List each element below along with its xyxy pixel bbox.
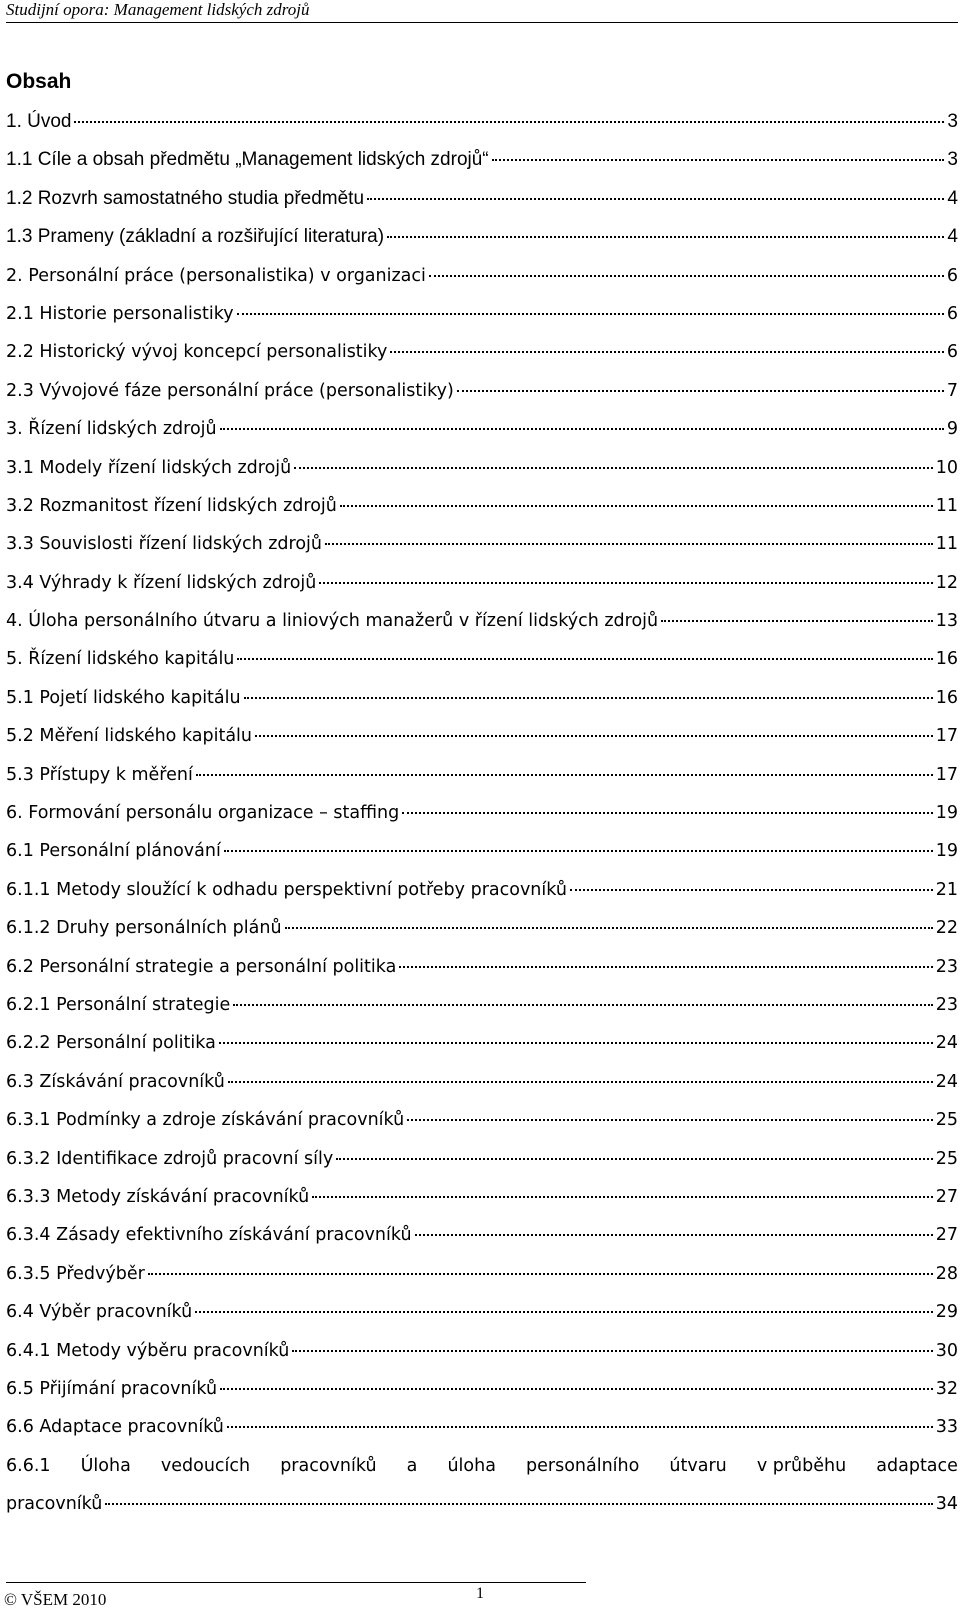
toc-entry-page: 25	[935, 1110, 958, 1131]
toc-entry[interactable]	[6, 640, 958, 678]
toc-entry-page: 23	[935, 956, 958, 977]
toc-entry[interactable]	[6, 1408, 958, 1446]
toc-entry-title: 6.6 Adaptace pracovníků	[6, 1417, 224, 1438]
toc-entry-page: 19	[935, 803, 958, 824]
toc-entry-title: 1.1 Cíle a obsah předmětu „Management lidských zdrojů“	[6, 149, 489, 171]
toc-entry-title: 3.3 Souvislosti řízení lidských zdrojů	[6, 534, 322, 555]
toc-entry-title: 2.3 Vývojové fáze personální práce (personalistiky)	[6, 380, 454, 401]
toc-entry-title: 6.1.2 Druhy personálních plánů	[6, 918, 282, 939]
toc-entry-word: adaptace	[876, 1455, 958, 1476]
dot-leader	[661, 619, 933, 622]
dot-leader	[570, 888, 933, 891]
toc-entry[interactable]	[6, 218, 958, 256]
toc-entry-title: 5.1 Pojetí lidského kapitálu	[6, 687, 241, 708]
toc-entry[interactable]	[6, 986, 958, 1024]
toc-entry-title: 3. Řízení lidských zdrojů	[6, 419, 217, 440]
dot-leader	[367, 197, 944, 200]
dot-leader	[407, 1118, 932, 1121]
dot-leader	[292, 1349, 932, 1352]
dot-leader	[312, 1195, 933, 1198]
toc-entry[interactable]	[6, 525, 958, 563]
toc-entry-title: 6.2.2 Personální politika	[6, 1033, 216, 1054]
toc-entry-page: 33	[935, 1417, 958, 1438]
toc-entry[interactable]	[6, 948, 958, 986]
toc-entry[interactable]	[6, 103, 958, 141]
dot-leader	[340, 504, 933, 507]
toc-entry-page: 17	[935, 764, 958, 785]
toc-entry-page: 3	[947, 111, 958, 132]
toc-entry-title: 4. Úloha personálního útvaru a liniových manažerů v řízení lidských zdrojů	[6, 611, 659, 632]
toc-entry[interactable]	[6, 679, 958, 717]
toc-entry-page: 27	[935, 1225, 958, 1246]
dot-leader	[196, 773, 933, 776]
toc-entry[interactable]	[6, 909, 958, 947]
toc-entry[interactable]	[6, 1255, 958, 1293]
toc-entry[interactable]	[6, 832, 958, 870]
toc-entry-title: 6.3 Získávání pracovníků	[6, 1071, 225, 1092]
toc-entry-page: 28	[935, 1263, 958, 1284]
toc-entry-page: 29	[935, 1302, 958, 1323]
toc-entry-title: 6.3.5 Předvýběr	[6, 1263, 145, 1284]
toc-entry-title: 1. Úvod	[6, 111, 72, 132]
toc-entry-title: 2.1 Historie personalistiky	[6, 303, 234, 324]
toc-entry-page: 4	[947, 187, 958, 209]
dot-leader	[387, 235, 944, 238]
toc-entry-title: 6.3.3 Metody získávání pracovníků	[6, 1186, 310, 1207]
toc-entry-title: 6.4.1 Metody výběru pracovníků	[6, 1340, 290, 1361]
toc-entry-title: 6.3.2 Identifikace zdrojů pracovní síly	[6, 1148, 334, 1169]
toc-entry[interactable]	[6, 180, 958, 218]
footer-page-number: 1	[476, 1585, 484, 1602]
toc-entry-word: pracovníků	[280, 1455, 377, 1476]
toc-entry-page: 4	[947, 226, 958, 248]
dot-leader	[224, 849, 933, 852]
dot-leader	[237, 312, 944, 315]
toc-entry[interactable]	[6, 1332, 958, 1370]
toc-entry[interactable]	[6, 1178, 958, 1216]
toc-entry[interactable]	[6, 1063, 958, 1101]
toc-entry-title: 5. Řízení lidského kapitálu	[6, 649, 235, 670]
toc-entry-page: 24	[935, 1033, 958, 1054]
toc-entry-title: 6.2 Personální strategie a personální politika	[6, 956, 397, 977]
toc-entry-page: 3	[947, 149, 958, 171]
toc-entry-page: 7	[946, 380, 958, 401]
toc-entry[interactable]	[6, 1370, 958, 1408]
dot-leader	[325, 542, 933, 545]
toc-entry-title: 6.4 Výběr pracovníků	[6, 1302, 193, 1323]
toc-entry-page: 16	[935, 687, 958, 708]
toc-entry-page: 13	[935, 611, 958, 632]
toc-entry[interactable]	[6, 257, 958, 295]
toc-entry[interactable]	[6, 295, 958, 333]
toc-entry-title: 3.4 Výhrady k řízení lidských zdrojů	[6, 572, 317, 593]
toc-entry[interactable]	[6, 141, 958, 179]
toc-entry-title: 6. Formování personálu organizace – staffing	[6, 803, 400, 824]
toc-entry-title: 5.2 Měření lidského kapitálu	[6, 726, 252, 747]
toc-entry-page: 6	[946, 342, 958, 363]
toc-entry-word: vedoucích	[160, 1455, 251, 1476]
dot-leader	[399, 965, 932, 968]
toc-entry-page: 6	[946, 303, 958, 324]
toc-entry-word: a	[406, 1455, 418, 1476]
dot-leader	[219, 1041, 933, 1044]
toc-entry[interactable]	[6, 1024, 958, 1062]
toc-entry-title: 6.1.1 Metody sloužící k odhadu perspektivní potřeby pracovníků	[6, 879, 567, 900]
toc-entry-page: 17	[935, 726, 958, 747]
toc-entry-page: 24	[935, 1071, 958, 1092]
toc-entry[interactable]	[6, 1140, 958, 1178]
toc-entry-page: 34	[935, 1494, 958, 1515]
dot-leader	[294, 466, 932, 469]
dot-leader	[255, 734, 933, 737]
toc-entry-title: 6.2.1 Personální strategie	[6, 994, 231, 1015]
toc-entry-title: pracovníků	[6, 1494, 103, 1515]
dot-leader	[457, 389, 944, 392]
toc-entry-page: 32	[935, 1378, 958, 1399]
toc-entry-page: 25	[935, 1148, 958, 1169]
toc-entry-word: 6.6.1	[6, 1455, 51, 1476]
dot-leader	[237, 657, 932, 660]
toc-entry-word: úloha	[447, 1455, 496, 1476]
toc-entry-page: 11	[935, 534, 958, 555]
dot-leader	[319, 581, 932, 584]
dot-leader	[285, 926, 933, 929]
toc-entry[interactable]	[6, 717, 958, 755]
toc-entry[interactable]	[6, 1293, 958, 1331]
toc-entry-title: 2.2 Historický vývoj koncepcí personalistiky	[6, 342, 388, 363]
toc-entry-title: 6.1 Personální plánování	[6, 841, 221, 862]
toc-entry-multiline-line1[interactable]	[6, 1447, 958, 1485]
toc-entry[interactable]	[6, 564, 958, 602]
table-of-contents	[6, 103, 958, 1523]
toc-entry-title: 6.3.1 Podmínky a zdroje získávání pracovníků	[6, 1110, 405, 1131]
toc-entry[interactable]	[6, 449, 958, 487]
footer-divider	[6, 1582, 586, 1583]
toc-entry-word: útvaru	[669, 1455, 727, 1476]
toc-entry-title: 6.5 Přijímání pracovníků	[6, 1378, 218, 1399]
dot-leader	[105, 1502, 932, 1505]
toc-entry-page: 6	[946, 265, 958, 286]
dot-leader	[390, 350, 943, 353]
toc-entry[interactable]	[6, 1101, 958, 1139]
toc-entry[interactable]	[6, 756, 958, 794]
toc-entry-word: personálního	[526, 1455, 640, 1476]
toc-entry-page: 10	[935, 457, 958, 478]
dot-leader	[220, 427, 944, 430]
footer-copyright: © VŠEM 2010	[4, 1590, 107, 1609]
toc-entry-multiline-line2[interactable]	[6, 1485, 958, 1523]
toc-entry-page: 16	[935, 649, 958, 670]
toc-entry-title: 2. Personální práce (personalistika) v organizaci	[6, 265, 426, 286]
toc-entry-title: 3.1 Modely řízení lidských zdrojů	[6, 457, 292, 478]
toc-entry[interactable]	[6, 1216, 958, 1254]
toc-entry-page: 12	[935, 572, 958, 593]
dot-leader	[148, 1272, 933, 1275]
toc-entry-title: 5.3 Přístupy k měření	[6, 764, 193, 785]
dot-leader	[429, 274, 944, 277]
toc-entry[interactable]	[6, 410, 958, 448]
dot-leader	[195, 1310, 932, 1313]
toc-heading: Obsah	[6, 70, 72, 93]
toc-entry-title: 1.3 Prameny (základní a rozšiřující literatura)	[6, 226, 385, 248]
toc-entry[interactable]	[6, 372, 958, 410]
dot-leader	[244, 696, 933, 699]
dot-leader	[233, 1003, 932, 1006]
dot-leader	[227, 1425, 933, 1428]
toc-entry[interactable]	[6, 794, 958, 832]
toc-entry-page: 22	[935, 918, 958, 939]
toc-entry-page: 9	[946, 419, 958, 440]
toc-entry-page: 27	[935, 1186, 958, 1207]
toc-entry-page: 30	[935, 1340, 958, 1361]
toc-entry[interactable]	[6, 602, 958, 640]
dot-leader	[415, 1233, 933, 1236]
toc-entry[interactable]	[6, 871, 958, 909]
toc-entry-title: 3.2 Rozmanitost řízení lidských zdrojů	[6, 495, 337, 516]
dot-leader	[336, 1157, 932, 1160]
dot-leader	[220, 1387, 933, 1390]
toc-entry[interactable]	[6, 333, 958, 371]
toc-entry-page: 11	[935, 495, 958, 516]
toc-entry-word: v průběhu	[756, 1455, 847, 1476]
toc-entry-page: 21	[935, 879, 958, 900]
dot-leader	[228, 1080, 933, 1083]
toc-entry-word: Úloha	[80, 1455, 131, 1476]
dot-leader	[492, 158, 945, 161]
toc-entry[interactable]	[6, 487, 958, 525]
toc-entry-title: 6.3.4 Zásady efektivního získávání pracovníků	[6, 1225, 412, 1246]
toc-entry-title: 1.2 Rozvrh samostatného studia předmětu	[6, 187, 365, 209]
dot-leader	[74, 120, 944, 123]
toc-entry-page: 19	[935, 841, 958, 862]
running-header: Studijní opora: Management lidských zdrojů	[6, 0, 958, 23]
dot-leader	[402, 811, 932, 814]
toc-entry-page: 23	[935, 994, 958, 1015]
